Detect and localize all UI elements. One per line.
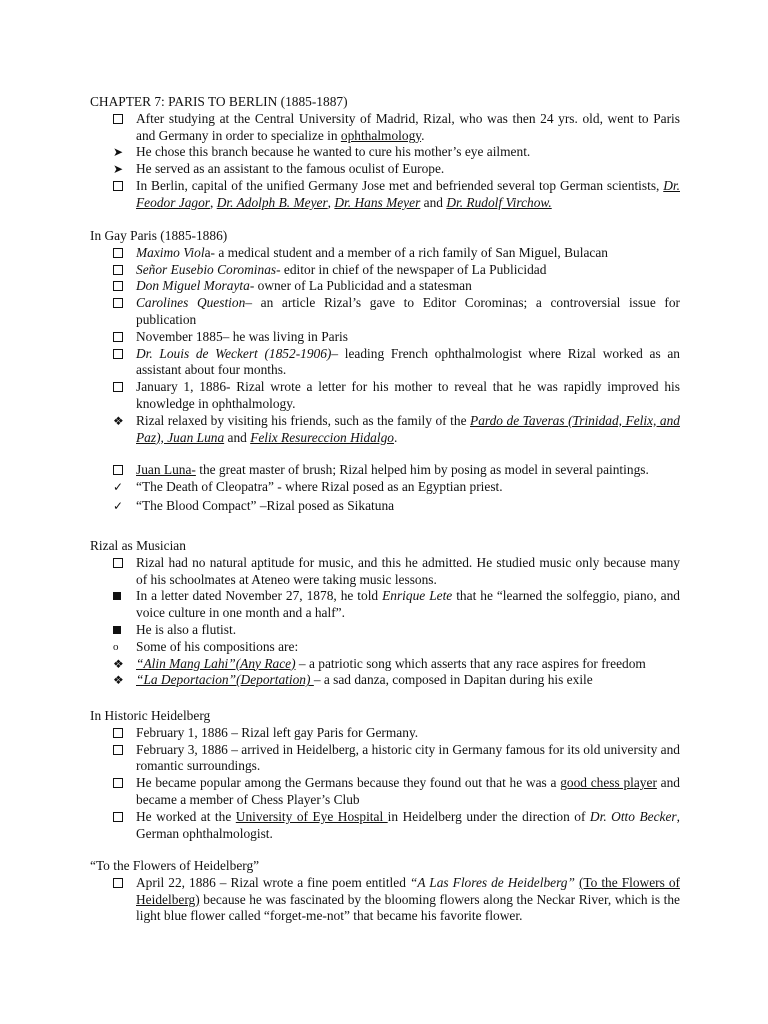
gay-paris-section [90, 228, 680, 515]
checkbox-bullet-icon [113, 778, 123, 788]
diamond-bullet-icon: ❖ [113, 673, 124, 688]
square-bullet-icon [113, 592, 121, 600]
checkbox-bullet-icon [113, 265, 123, 275]
list-item: ❖ Rizal relaxed by visiting his friends, such as the family of the Pardo de Taveras (Trinidad, Felix, and Paz), Juan Luna and Felix Resureccion Hidalgo. [113, 412, 680, 445]
list-item: February 1, 1886 – Rizal left gay Paris for Germany. [90, 725, 680, 742]
list-item: ❖ “La Deportacion”(Deportation) – a sad danza, composed in Dapitan during his exile [113, 672, 593, 688]
list-item: Señor Eusebio Corominas- editor in chief of the newspaper of La Publicidad [90, 262, 680, 279]
scientist-name: Dr. Feodor Jagor [136, 177, 680, 210]
checkbox-bullet-icon [113, 812, 123, 822]
chapter-list [90, 111, 680, 212]
checkbox-bullet-icon [113, 281, 123, 291]
list-item: ✓ “The Death of Cleopatra” - where Rizal posed as an Egyptian priest. [113, 479, 503, 495]
list-item: ❖ “Alin Mang Lahi”(Any Race) – a patriotic song which asserts that any race aspires for freedom [113, 655, 646, 671]
heidelberg-section [90, 708, 680, 842]
diamond-bullet-icon: ❖ [113, 413, 124, 428]
list-item: He worked at the University of Eye Hospital in Heidelberg under the direction of Dr. Otto Becker, German ophthalmologist. [90, 809, 680, 843]
chapter-section [90, 94, 680, 212]
checkbox-bullet-icon [113, 248, 123, 258]
list-item: Rizal had no natural aptitude for music, and this he admitted. He studied music only because many of his schoolmates at Ateneo were taking music lessons. [90, 555, 680, 589]
list-item: Carolines Question– an article Rizal’s gave to Editor Corominas; a controversial issue for publication [90, 295, 680, 329]
list-item: o Some of his compositions are: [113, 638, 299, 654]
musician-list [90, 555, 680, 689]
checkmark-bullet-icon: ✓ [113, 498, 124, 513]
checkbox-bullet-icon [113, 558, 123, 568]
list-item: After studying at the Central University of Madrid, Rizal, who was then 24 yrs. old, went to Paris and Germany in order to specialize in ophthalmology. [90, 111, 680, 145]
heidelberg-list [90, 725, 680, 843]
list-item: February 3, 1886 – arrived in Heidelberg, a historic city in Germany famous for its old university and romantic surroundings. [90, 742, 680, 776]
juan-luna-list [90, 462, 680, 514]
list-item: Dr. Louis de Weckert (1852-1906)– leading French ophthalmologist where Rizal worked as an assistant about four months. [90, 346, 680, 380]
checkmark-bullet-icon: ✓ [113, 480, 124, 495]
list-item: ➤ He chose this branch because he wanted to cure his mother’s eye ailment. [113, 144, 531, 160]
chapter-title: CHAPTER 7: PARIS TO BERLIN (1885-1887) [90, 94, 348, 109]
checkbox-bullet-icon [113, 878, 123, 888]
heidelberg-title: In Historic Heidelberg [90, 708, 211, 723]
checkbox-bullet-icon [113, 298, 123, 308]
checkbox-bullet-icon [113, 332, 123, 342]
flowers-section [90, 858, 680, 925]
checkbox-bullet-icon [113, 181, 123, 191]
list-item: ✓ “The Blood Compact” –Rizal posed as Sikatuna [113, 497, 395, 513]
checkbox-bullet-icon [113, 349, 123, 359]
square-bullet-icon [113, 626, 121, 634]
list-item: April 22, 1886 – Rizal wrote a fine poem entitled “A Las Flores de Heidelberg” (To the Flowers of Heidelberg) because he was fascinated by the blooming flowers along the Neckar River, which is the light blue flower called “forget-me-not” that became his favorite flower. [90, 875, 680, 925]
checkbox-bullet-icon [113, 114, 123, 124]
scientist-name: Dr. Rudolf Virchow. [446, 194, 552, 210]
list-item: Juan Luna- the great master of brush; Rizal helped him by posing as model in several paintings. [90, 462, 680, 479]
flowers-list [90, 875, 680, 925]
arrow-bullet-icon: ➤ [113, 162, 124, 177]
musician-section [90, 538, 680, 689]
scientist-name: Dr. Adolph B. Meyer [216, 194, 328, 210]
list-item: In a letter dated November 27, 1878, he told Enrique Lete that he “learned the solfeggio, piano, and voice culture in one month and a half”. [90, 588, 680, 622]
list-item: Maximo Viola- a medical student and a member of a rich family of San Miguel, Bulacan [90, 245, 680, 262]
list-item: November 1885– he was living in Paris [90, 329, 680, 346]
checkbox-bullet-icon [113, 382, 123, 392]
checkbox-bullet-icon [113, 745, 123, 755]
scientist-name: Dr. Hans Meyer [334, 194, 421, 210]
list-item: He is also a flutist. [90, 622, 680, 639]
list-item: ➤ He served as an assistant to the famous oculist of Europe. [113, 161, 445, 177]
list-item: In Berlin, capital of the unified Germany Jose met and befriended several top German scientists, Dr. Feodor Jagor, Dr. Adolph B. Meyer, Dr. Hans Meyer and Dr. Rudolf Virchow. [90, 178, 680, 212]
musician-title: Rizal as Musician [90, 538, 186, 553]
circle-bullet-icon: o [113, 640, 119, 653]
list-item: Don Miguel Morayta- owner of La Publicidad and a statesman [90, 278, 680, 295]
gay-paris-title: In Gay Paris (1885-1886) [90, 228, 228, 243]
flowers-title: “To the Flowers of Heidelberg” [90, 858, 260, 873]
checkbox-bullet-icon [113, 465, 123, 475]
diamond-bullet-icon: ❖ [113, 656, 124, 671]
checkbox-bullet-icon [113, 728, 123, 738]
gay-paris-list [90, 245, 680, 447]
arrow-bullet-icon: ➤ [113, 145, 124, 160]
list-item: He became popular among the Germans because they found out that he was a good chess player and became a member of Chess Player’s Club [90, 775, 680, 809]
list-item: January 1, 1886- Rizal wrote a letter for his mother to reveal that he was rapidly improved his knowledge in ophthalmology. [90, 379, 680, 413]
